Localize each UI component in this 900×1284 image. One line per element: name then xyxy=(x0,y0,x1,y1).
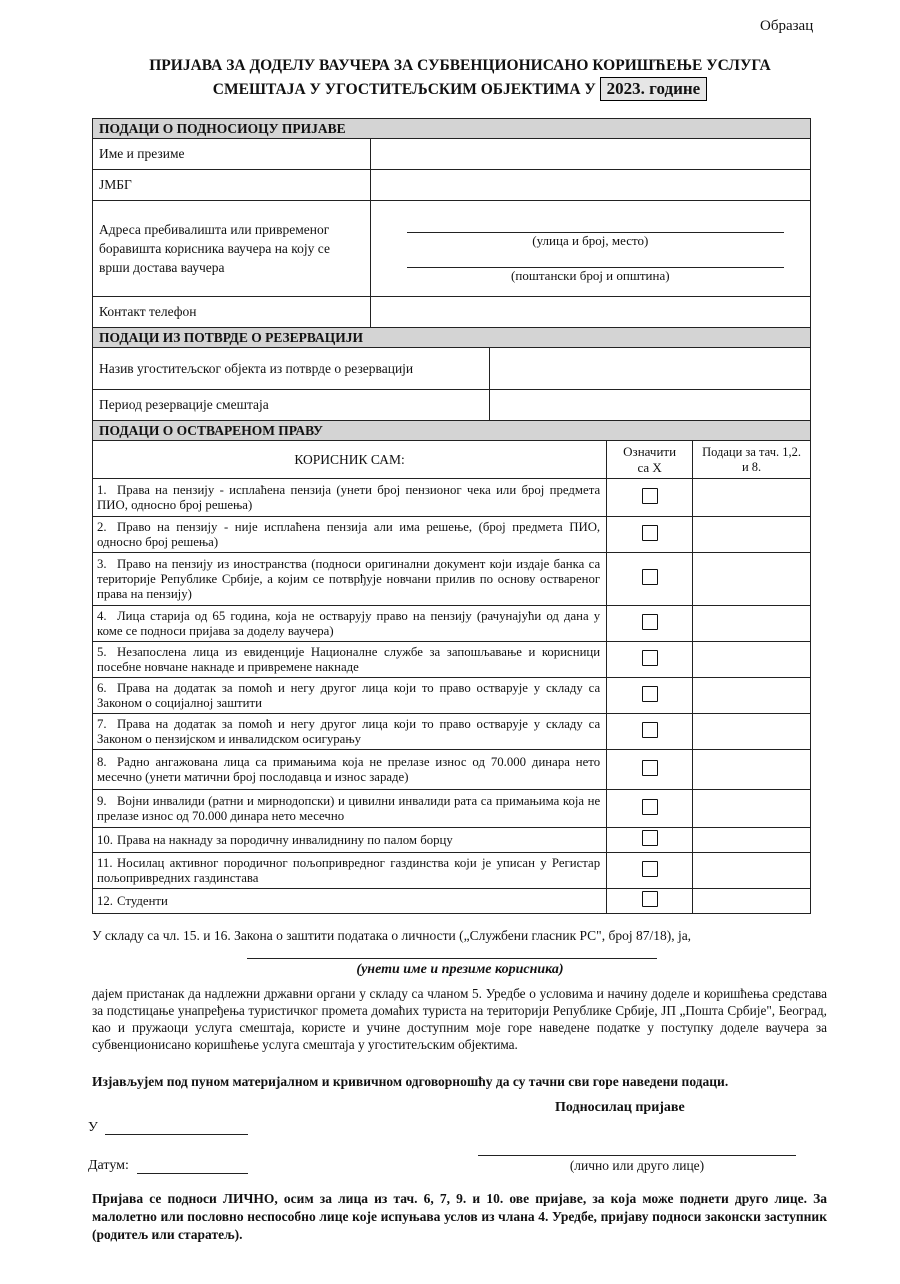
rights-data-cell[interactable] xyxy=(693,889,811,914)
date-label: Датум: xyxy=(88,1158,129,1173)
address-line-1 xyxy=(407,214,784,233)
checkbox[interactable] xyxy=(642,722,658,738)
rights-item-label: Лица старија од 65 година, која не остварују право на пензију (рачунајући од дана у коме се подноси пријава за доделу ваучера) xyxy=(97,608,601,638)
rights-item-num: 5. xyxy=(97,644,107,659)
address-label: Адреса пребивалишта или привременог боравишта корисника ваучера на коју се врши достава ваучера xyxy=(93,201,371,297)
rights-item-text xyxy=(93,606,607,642)
section-applicant: ПОДАЦИ О ПОДНОСИОЦУ ПРИЈАВЕ xyxy=(93,119,811,139)
rights-item-label: Права на пензију - исплаћена пензија (унети број пензионог чека или број предмета ПИО, односно број решења) xyxy=(97,482,601,512)
rights-item-text xyxy=(93,853,607,889)
rights-item-num: 2. xyxy=(97,519,107,534)
object-label: Назив угоститељског објекта из потврде о резервацији xyxy=(93,348,490,390)
rights-data-cell[interactable] xyxy=(693,642,811,678)
rights-item-label: Право на пензију - није исплаћена пензија али има решење, (број предмета ПИО, односно број решења) xyxy=(97,519,601,549)
page-title xyxy=(90,55,830,101)
checkbox[interactable] xyxy=(642,488,658,504)
rights-row xyxy=(93,642,811,678)
rights-item-num: 12. xyxy=(97,893,113,908)
rights-mark-cell[interactable] xyxy=(607,889,693,914)
object-field[interactable] xyxy=(490,348,811,390)
address-caption-1: (улица и број, место) xyxy=(532,232,649,248)
rights-row xyxy=(93,479,811,517)
rights-row xyxy=(93,828,811,853)
checkbox[interactable] xyxy=(642,686,658,702)
year-box: 2023. године xyxy=(600,77,708,101)
section-rights: ПОДАЦИ О ОСТВАРЕНОМ ПРАВУ xyxy=(93,421,811,441)
rights-row xyxy=(93,853,811,889)
checkbox[interactable] xyxy=(642,614,658,630)
rights-item-text xyxy=(93,750,607,790)
rights-item-label: Право на пензију из иностранства (подноси оригинални документ који издаје банка са територије Републике Србије, а којим се потврђује новчани прилив по основу оствареног права на пензију) xyxy=(97,556,601,601)
address-line-2 xyxy=(407,249,784,268)
col-data-header: Подаци за тач. 1,2. и 8. xyxy=(693,441,811,479)
title-line-1: ПРИЈАВА ЗА ДОДЕЛУ ВАУЧЕРА ЗА СУБВЕНЦИОНИСАНО КОРИШЋЕЊЕ УСЛУГА xyxy=(149,57,771,74)
phone-field[interactable] xyxy=(370,297,810,328)
rights-row xyxy=(93,517,811,553)
rights-row xyxy=(93,606,811,642)
consent-intro: У складу са чл. 15. и 16. Закона о заштити података о личности („Службени гласник РС", број 87/18), ја, xyxy=(92,928,692,943)
checkbox[interactable] xyxy=(642,569,658,585)
title-line-2: СМЕШТАЈА У УГОСТИТЕЉСКИМ ОБЈЕКТИМА У 2023. године xyxy=(90,77,830,101)
signature-caption: (лично или друго лице) xyxy=(569,1158,705,1173)
rights-data-cell[interactable] xyxy=(693,828,811,853)
rights-row xyxy=(93,714,811,750)
rights-item-label: Права на додатак за помоћ и негу другог лица који то право остварује у складу са Законом о пензијском и инвалидском осигурању xyxy=(97,716,601,746)
checkbox[interactable] xyxy=(642,799,658,815)
rights-mark-cell[interactable] xyxy=(607,553,693,606)
rights-item-num: 10. xyxy=(97,832,113,847)
rights-row xyxy=(93,553,811,606)
rights-item-label: Носилац активног породичног пољопривредног газдинства који је уписан у Регистар пољопривредних газдинстава xyxy=(97,855,601,885)
rights-item-num: 11. xyxy=(97,855,113,870)
user-name-caption: (унети име и презиме корисника) xyxy=(356,962,564,977)
rights-mark-cell[interactable] xyxy=(607,853,693,889)
name-field[interactable] xyxy=(370,139,810,170)
jmbg-field[interactable] xyxy=(370,170,810,201)
section-reservation: ПОДАЦИ ИЗ ПОТВРДЕ О РЕЗЕРВАЦИЈИ xyxy=(93,328,811,348)
rights-data-cell[interactable] xyxy=(693,517,811,553)
rights-mark-cell[interactable] xyxy=(607,678,693,714)
signature-field[interactable] xyxy=(478,1155,796,1156)
rights-item-label: Војни инвалиди (ратни и мирнодопски) и цивилни инвалиди рата са примањима која не прелазе износ од 70.000 динара нето месечно xyxy=(97,793,601,823)
checkbox[interactable] xyxy=(642,760,658,776)
rights-item-num: 7. xyxy=(97,716,107,731)
checkbox[interactable] xyxy=(642,861,658,877)
rights-item-num: 9. xyxy=(97,793,107,808)
col-user-header: КОРИСНИК САМ: xyxy=(93,441,607,479)
address-field[interactable] xyxy=(370,201,810,297)
place-field[interactable] xyxy=(105,1134,248,1135)
rights-row xyxy=(93,889,811,914)
rights-mark-cell[interactable] xyxy=(607,642,693,678)
rights-item-text xyxy=(93,828,607,853)
user-name-line[interactable] xyxy=(247,958,657,959)
rights-item-num: 3. xyxy=(97,556,107,571)
rights-row xyxy=(93,678,811,714)
place-label: У xyxy=(88,1120,98,1135)
applicant-signature-label: Подносилац пријаве xyxy=(555,1100,685,1115)
rights-item-num: 6. xyxy=(97,680,107,695)
checkbox[interactable] xyxy=(642,891,658,907)
date-field[interactable] xyxy=(137,1173,248,1174)
rights-mark-cell[interactable] xyxy=(607,750,693,790)
rights-item-text xyxy=(93,553,607,606)
rights-data-cell[interactable] xyxy=(693,853,811,889)
rights-data-cell[interactable] xyxy=(693,714,811,750)
checkbox[interactable] xyxy=(642,650,658,666)
rights-list xyxy=(93,479,811,914)
rights-mark-cell[interactable] xyxy=(607,714,693,750)
col-mark-header: Означити са X xyxy=(607,441,693,479)
rights-mark-cell[interactable] xyxy=(607,790,693,828)
rights-data-cell[interactable] xyxy=(693,790,811,828)
declaration: Изјављујем под пуном материјалном и кривичном одговорношћу да су тачни сви горе наведени подаци. xyxy=(92,1074,729,1089)
rights-item-num: 1. xyxy=(97,482,107,497)
rights-item-num: 8. xyxy=(97,754,107,769)
rights-item-text xyxy=(93,642,607,678)
rights-data-cell[interactable] xyxy=(693,479,811,517)
rights-item-num: 4. xyxy=(97,608,107,623)
rights-item-label: Права на накнаду за породичну инвалиднину по палом борцу xyxy=(117,832,453,847)
checkbox[interactable] xyxy=(642,525,658,541)
rights-data-cell[interactable] xyxy=(693,678,811,714)
rights-data-cell[interactable] xyxy=(693,553,811,606)
rights-item-label: Студенти xyxy=(117,893,168,908)
rights-row xyxy=(93,750,811,790)
rights-mark-cell[interactable] xyxy=(607,517,693,553)
rights-item-text xyxy=(93,678,607,714)
address-caption-2: (поштански број и општина) xyxy=(511,267,670,283)
rights-data-cell[interactable] xyxy=(693,606,811,642)
rights-mark-cell[interactable] xyxy=(607,828,693,853)
form-label: Образац xyxy=(760,18,814,34)
rights-mark-cell[interactable] xyxy=(607,606,693,642)
rights-data-cell[interactable] xyxy=(693,750,811,790)
rights-row xyxy=(93,790,811,828)
rights-item-text xyxy=(93,790,607,828)
period-field[interactable] xyxy=(490,390,811,421)
checkbox[interactable] xyxy=(642,830,658,846)
rights-item-text xyxy=(93,479,607,517)
application-table xyxy=(92,118,811,914)
rights-item-text xyxy=(93,714,607,750)
consent-body: дајем пристанак да надлежни државни органи у складу са чланом 5. Уредбе о условима и начину доделе и коришћења средстава за подстицање унапређења туристичког промета домаћих туриста на територији Републике Србије, ЈП „Пошта Србије", Београд, као и пружаоци услуга смештаја, користе и учине доступним моје горе наведене податке у поступку доделе ваучера за субвенционисано коришћење услуга смештаја у угоститељским објектима. xyxy=(92,986,827,1052)
phone-label: Контакт телефон xyxy=(93,297,371,328)
rights-item-label: Права на додатак за помоћ и негу другог лица који то право остварује у складу са Законом о социјалној заштити xyxy=(97,680,601,710)
rights-item-text xyxy=(93,517,607,553)
rights-item-label: Незапослена лица из евиденције Националне службе за запошљавање и корисници посебне новчане накнаде и привремене накнаде xyxy=(97,644,601,674)
rights-item-text xyxy=(93,889,607,914)
footer-note: Пријава се подноси ЛИЧНО, осим за лица из тач. 6, 7, 9. и 10. ове пријаве, за која може поднети друго лице. За малолетно или пословно неспособно лице које испуњава услов из члана 4. Уредбе, пријаву подноси законски заступник (родитељ или старатељ). xyxy=(92,1191,827,1242)
rights-mark-cell[interactable] xyxy=(607,479,693,517)
jmbg-label: ЈМБГ xyxy=(93,170,371,201)
period-label: Период резервације смештаја xyxy=(93,390,490,421)
rights-item-label: Радно ангажована лица са примањима која не прелазе износ од 70.000 динара нето месечно (унети матични број послодавца и износ зараде) xyxy=(97,754,601,784)
name-label: Име и презиме xyxy=(93,139,371,170)
